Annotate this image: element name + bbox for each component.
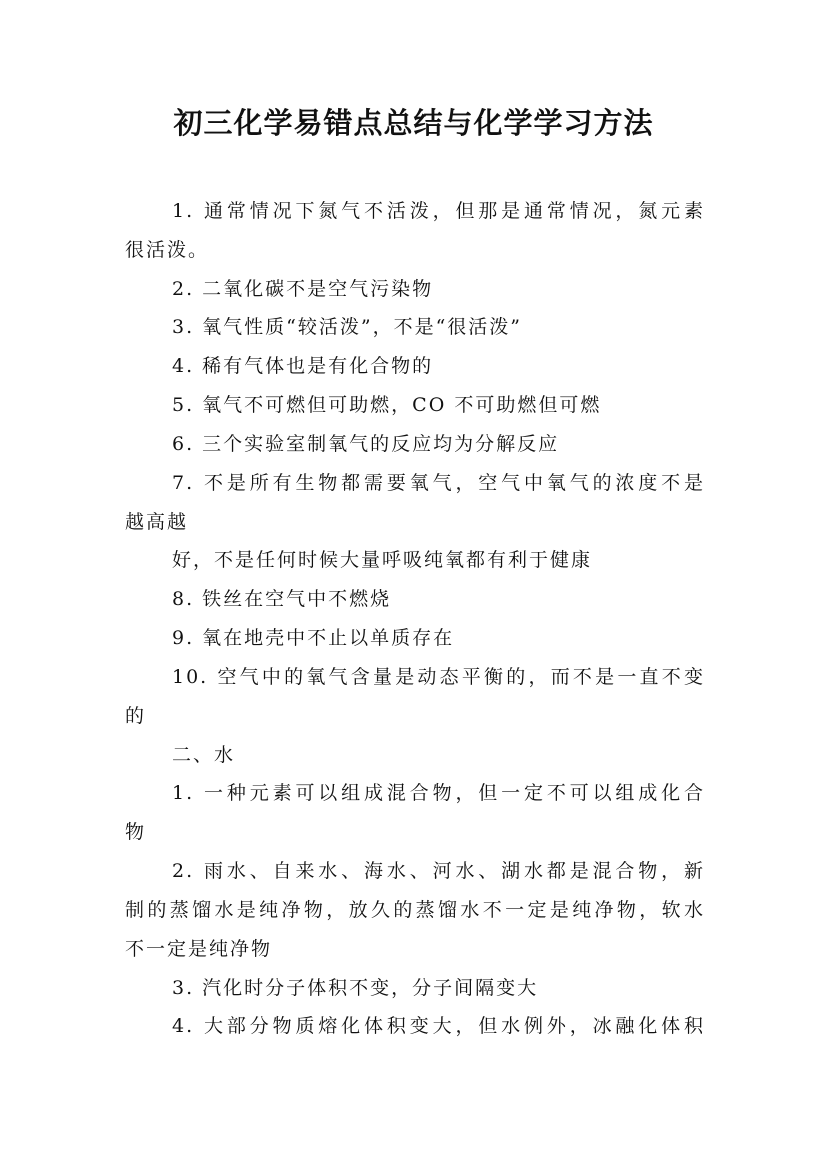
text-line: 越高越 — [125, 511, 189, 533]
text-line: 1. 一种元素可以组成混合物，但一定不可以组成化合 — [172, 782, 705, 804]
text-line: 9. 氧在地壳中不止以单质存在 — [172, 627, 455, 649]
text-line: 制的蒸馏水是纯净物，放久的蒸馏水不一定是纯净物，软水 — [125, 899, 705, 921]
text-line: 的 — [125, 705, 147, 727]
text-line: 4. 稀有气体也是有化合物的 — [172, 355, 434, 377]
text-line: 3. 汽化时分子体积不变，分子间隔变大 — [172, 977, 539, 999]
text-line: 6. 三个实验室制氧气的反应均为分解反应 — [172, 433, 560, 455]
text-line: 5. 氧气不可燃但可助燃，CO 不可助燃但可燃 — [172, 394, 602, 416]
text-line: 3. 氧气性质“较活泼”，不是“很活泼” — [172, 316, 523, 338]
text-line: 2. 二氧化碳不是空气污染物 — [172, 278, 434, 300]
text-line: 8. 铁丝在空气中不燃烧 — [172, 588, 392, 610]
text-line: 好，不是任何时候大量呼吸纯氧都有利于健康 — [172, 549, 593, 571]
text-line: 不一定是纯净物 — [125, 938, 273, 960]
text-line: 物 — [125, 821, 147, 843]
text-line: 1. 通常情况下氮气不活泼，但那是通常情况，氮元素 — [172, 200, 705, 222]
text-line: 4. 大部分物质熔化体积变大，但水例外，冰融化体积 — [172, 1015, 705, 1037]
section-heading: 二、水 — [172, 744, 236, 766]
text-line: 10. 空气中的氧气含量是动态平衡的，而不是一直不变 — [172, 666, 705, 688]
text-line: 7. 不是所有生物都需要氧气，空气中氧气的浓度不是 — [172, 472, 705, 494]
text-line: 很活泼。 — [125, 239, 210, 261]
text-line: 2. 雨水、自来水、海水、河水、湖水都是混合物，新 — [172, 860, 705, 882]
document-title: 初三化学易错点总结与化学学习方法 — [173, 106, 654, 140]
